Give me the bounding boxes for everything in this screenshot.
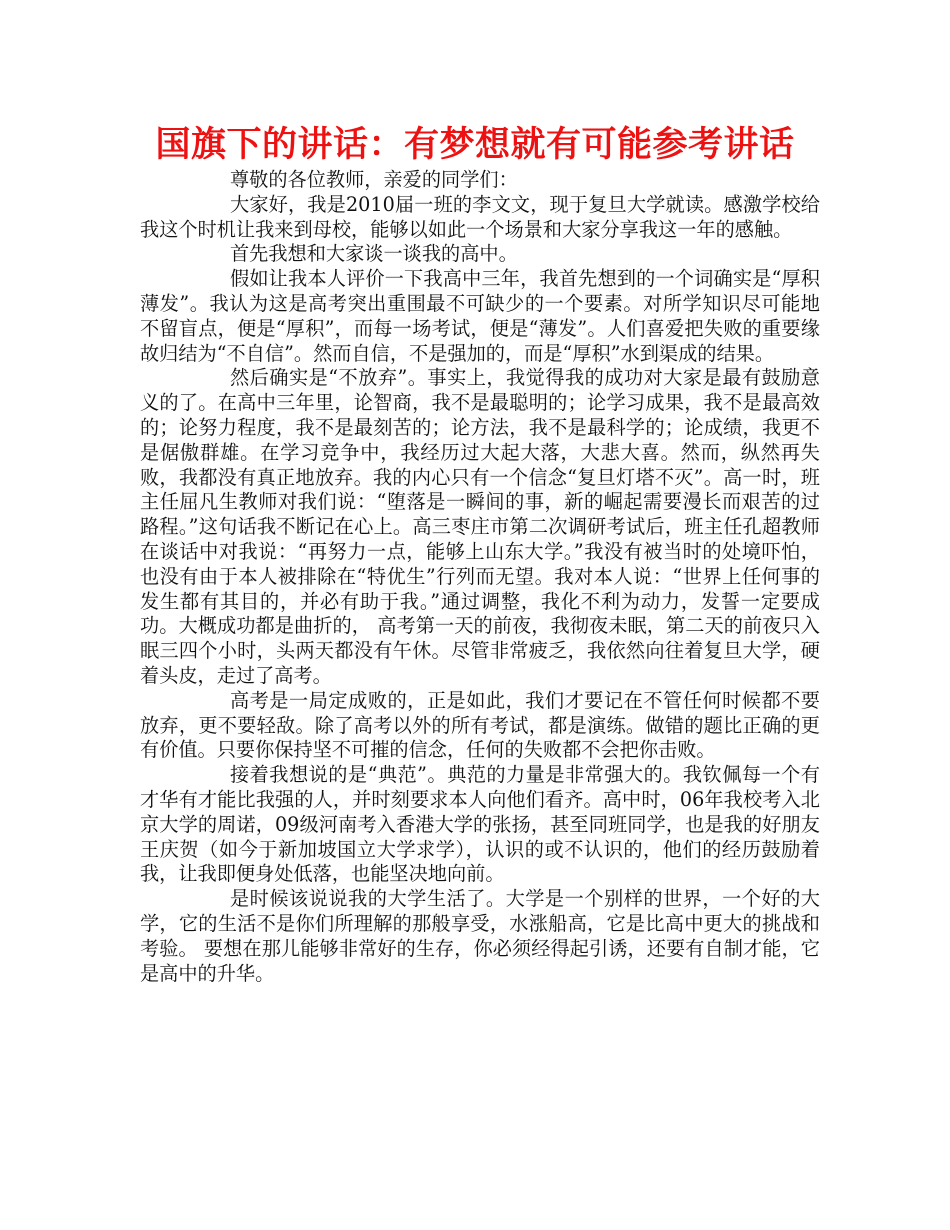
salutation-paragraph: 尊敬的各位教师，亲爱的同学们： [230, 168, 518, 191]
body-paragraph: 高考是一局定成败的，正是如此，我们才要记在不管任何时候都不要放弃，更不要轻敌。除了高考以外的所有考试，都是演练。做错的题比正确的更有价值。只要你保持坚不可摧的信念，任何的失败都不会把你击败。 [140, 688, 820, 762]
body-paragraph: 然后确实是“不放弃”。事实上，我觉得我的成功对大家是最有鼓励意义的了。在高中三年里，论智商，我不是最聪明的；论学习成果，我不是最高效的；论努力程度，我不是最刻苦的；论方法，我不是最科学的；论成绩，我更不是倨傲群雄。在学习竞争中，我经历过大起大落，大悲大喜。然而，纵然再失败，我都没有真正地放弃。我的内心只有一个信念“复旦灯塔不灭”。高一时，班主任屈凡生教师对我们说：“堕落是一瞬间的事，新的崛起需要漫长而艰苦的过路程。”这句话我不断记在心上。高三枣庄市第二次调研考试后，班主任孔超教师在谈话中对我说：“再努力一点，能够上山东大学。”我没有被当时的处境吓怕，也没有由于本人被排除在“特优生”行列而无望。我对本人说：“世界上任何事的发生都有其目的，并必有助于我。”通过调整，我化不利为动力，发誓一定要成功。大概成功都是曲折的， 高考第一天的前夜，我彻夜未眠，第二天的前夜只入眠三四个小时，头两天都没有午休。尽管非常疲乏，我依然向往着复旦大学，硬着头皮，走过了高考。 [140, 366, 820, 687]
body-paragraph: 假如让我本人评价一下我高中三年，我首先想到的一个词确实是“厚积薄发”。我认为这是高考突出重围最不可缺少的一个要素。对所学知识尽可能地不留盲点，便是“厚积”，而每一场考试，便是“薄发”。人们喜爱把失败的重要缘故归结为“不自信”。然而自信，不是强加的，而是“厚积”水到渠成的结果。 [140, 267, 820, 365]
document-body [140, 168, 820, 986]
body-paragraph: 首先我想和大家谈一谈我的高中。 [230, 242, 518, 266]
body-paragraph: 大家好，我是2010届一班的李文文，现于复旦大学就读。感激学校给我这个时机让我来到母校，能够以如此一个场景和大家分享我这一年的感触。 [140, 192, 820, 241]
body-paragraph: 接着我想说的是“典范”。典范的力量是非常强大的。我钦佩每一个有才华有才能比我强的人，并时刻要求本人向他们看齐。高中时，06年我校考入北京大学的周诺，09级河南考入香港大学的张扬，甚至同班同学，也是我的好朋友王庆贺（如今于新加坡国立大学求学），认识的或不认识的，他们的经历鼓励着我，让我即便身处低落，也能坚决地向前。 [140, 763, 820, 886]
document-title: 国旗下的讲话：有梦想就有可能参考讲话 [155, 125, 795, 165]
body-paragraph: 是时候该说说我的大学生活了。大学是一个别样的世界，一个好的大学，它的生活不是你们所理解的那般享受，水涨船高，它是比高中更大的挑战和考验。 要想在那儿能够非常好的生存，你必须经得起引诱，还要有自制才能，它是高中的升华。 [140, 887, 820, 985]
